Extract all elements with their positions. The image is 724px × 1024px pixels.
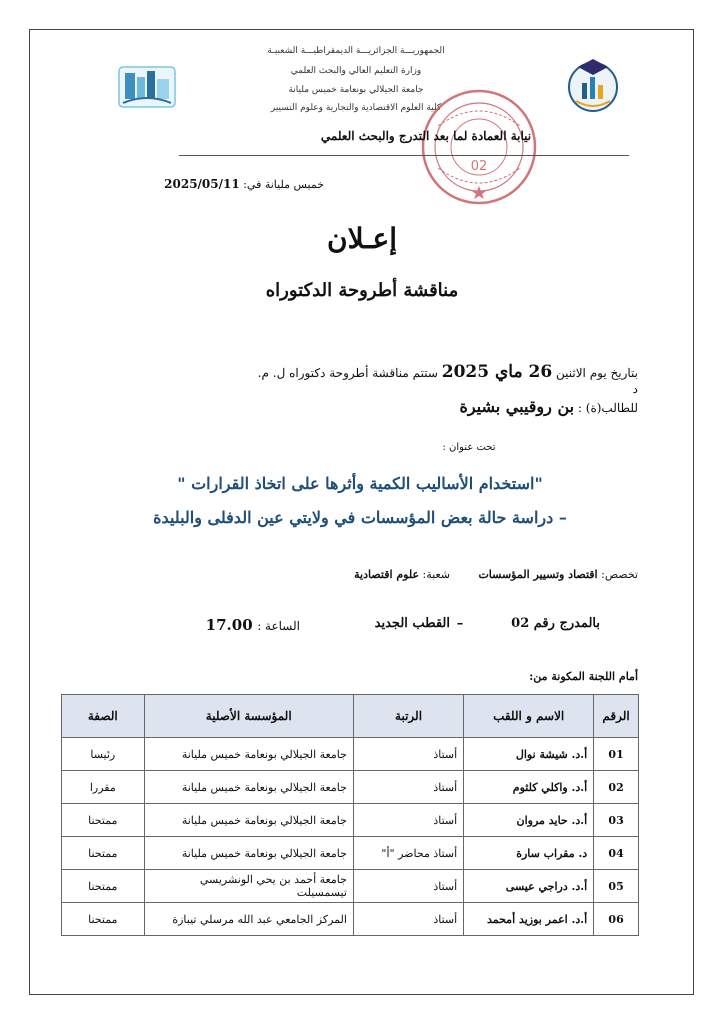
row-role: مقررا (62, 771, 145, 804)
row-num: 04 (594, 837, 639, 870)
row-role: رئيسا (62, 738, 145, 771)
date-value: 2025/05/11 (164, 177, 240, 191)
row-num: 01 (594, 738, 639, 771)
table-row (62, 837, 639, 870)
venue-time (180, 616, 300, 634)
amphitheater: بالمدرج رقم 02 (511, 616, 600, 631)
time-label: الساعة : (257, 619, 300, 633)
row-institution: جامعة الجيلالي بونعامة خميس مليانة (144, 804, 353, 837)
official-stamp-icon (418, 86, 540, 208)
date-label: خميس مليانة في: (243, 178, 324, 191)
thesis-title-line2: – دراسة حالة بعض المؤسسات في ولايتي عين الدفلى والبليدة (153, 508, 567, 527)
specialty (430, 568, 638, 581)
venue-dash: – (456, 616, 464, 631)
row-institution: جامعة الجيلالي بونعامة خميس مليانة (144, 837, 353, 870)
row-name: أ.د. شيشة نوال (464, 738, 594, 771)
library-logo-icon (117, 63, 177, 111)
row-rank: أستاذ (353, 771, 463, 804)
row-num: 02 (594, 771, 639, 804)
date-line (124, 177, 324, 191)
time-value: 17.00 (205, 616, 253, 634)
page-subtitle: مناقشة أطروحة الدكتوراه (265, 280, 459, 301)
announcement-suffix: ستتم مناقشة أطروحة دكتوراه ل. م. د (257, 366, 638, 396)
row-name: أ.د. اعمر بوزيد أمحمد (464, 903, 594, 936)
announcement-line (250, 362, 638, 396)
table-row (62, 771, 639, 804)
venue-pole: القطب الجديد (374, 616, 450, 631)
row-role: ممتحنا (62, 837, 145, 870)
table-row (62, 870, 639, 903)
announcement-prefix: بتاريخ يوم الاثنين (556, 366, 638, 380)
defense-date: 26 ماي 2025 (441, 362, 553, 382)
specialty-label: تخصص: (601, 568, 638, 581)
vice-deanship: نيابة العمادة لما بعد التدرج والبحث العلمي (320, 129, 532, 143)
header-ministry: وزارة التعليم العالي والبحث العلمي (290, 66, 422, 76)
row-role: ممتحنا (62, 903, 145, 936)
header-role: الصفة (62, 695, 145, 738)
row-num: 03 (594, 804, 639, 837)
page-title: إعـلان (327, 222, 397, 255)
header-num: الرقم (594, 695, 639, 738)
row-institution: جامعة أحمد بن يحي الونشريسي تيسمسيلت (144, 870, 353, 903)
specialty-value: اقتصاد وتسيير المؤسسات (478, 568, 598, 581)
row-rank: أستاذ (353, 738, 463, 771)
header-name: الاسم و اللقب (464, 695, 594, 738)
header-institution: المؤسسة الأصلية (144, 695, 353, 738)
row-institution: جامعة الجيلالي بونعامة خميس مليانة (144, 738, 353, 771)
row-name: أ.د. حايد مروان (464, 804, 594, 837)
student-name: بن روقيبي بشيرة (459, 397, 575, 416)
branch-value: علوم اقتصادية (354, 568, 420, 581)
row-name: أ.د. واكلي كلثوم (464, 771, 594, 804)
header-divider (179, 155, 629, 156)
table-row (62, 804, 639, 837)
header-rank: الرتبة (353, 695, 463, 738)
table-row (62, 738, 639, 771)
row-role: ممتحنا (62, 804, 145, 837)
row-rank: أستاذ (353, 870, 463, 903)
stamp-number: 02 (470, 159, 488, 174)
row-rank: أستاذ (353, 804, 463, 837)
header-university: جامعة الجيلالي بونعامة خميس مليانة (288, 85, 424, 95)
row-name: أ.د. دراجي عيسى (464, 870, 594, 903)
header-faculty: كلية العلوم الاقتصادية والتجارية وعلوم التسيير (270, 103, 442, 113)
row-name: د. مقراب سارة (464, 837, 594, 870)
row-institution: المركز الجامعي عبد الله مرسلي تيبازة (144, 903, 353, 936)
jury-table (61, 694, 639, 936)
university-logo-icon (566, 55, 620, 115)
branch (330, 568, 450, 581)
student-label: للطالب(ة) : (577, 401, 638, 415)
row-rank: أستاذ (353, 903, 463, 936)
under-title-label: تحت عنوان : (442, 442, 496, 453)
thesis-title-line1: "استخدام الأساليب الكمية وأثرها على اتخاذ القرارات " (177, 474, 543, 493)
row-institution: جامعة الجيلالي بونعامة خميس مليانة (144, 771, 353, 804)
student-line (300, 397, 638, 416)
branch-label: شعبة: (422, 568, 450, 581)
row-num: 05 (594, 870, 639, 903)
committee-label: أمام اللجنة المكونة من: (529, 670, 638, 683)
row-num: 06 (594, 903, 639, 936)
row-role: ممتحنا (62, 870, 145, 903)
header-republic: الجمهوريـــة الجزائريـــة الديمقراطيـــة الشعبيـة (267, 46, 445, 56)
jury-table-header (62, 695, 639, 738)
table-row (62, 903, 639, 936)
row-rank: أستاذ محاضر "أ" (353, 837, 463, 870)
